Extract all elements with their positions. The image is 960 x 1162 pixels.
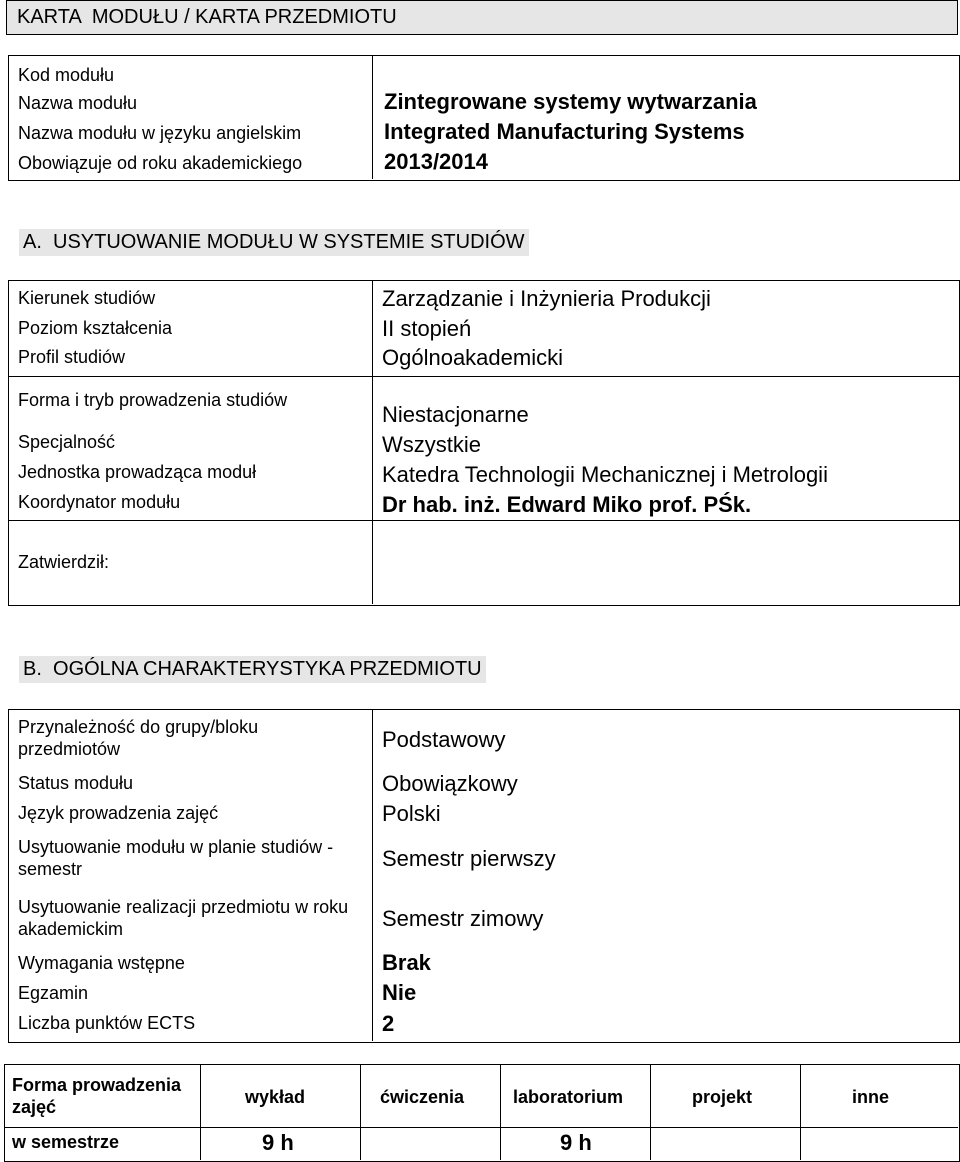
approved-divider bbox=[372, 521, 373, 604]
module-info-divider bbox=[372, 56, 373, 179]
profile-value: Ogólnoakademicki bbox=[382, 345, 563, 370]
field-of-study-label: Kierunek studiów bbox=[18, 288, 156, 308]
module-name-label: Nazwa modułu bbox=[18, 93, 138, 113]
level-value: II stopień bbox=[382, 316, 472, 341]
semester-value: Semestr pierwszy bbox=[382, 846, 556, 871]
title-box bbox=[6, 0, 958, 35]
valid-from-value: 2013/2014 bbox=[384, 149, 488, 174]
language-value: Polski bbox=[382, 801, 441, 826]
section-a-group1-divider bbox=[372, 281, 373, 376]
approved-box bbox=[8, 520, 960, 606]
unit-label: Jednostka prowadząca moduł bbox=[18, 462, 257, 482]
field-of-study-value: Zarządzanie i Inżynieria Produkcji bbox=[382, 286, 711, 311]
prerequisites-value: Brak bbox=[382, 950, 431, 975]
valid-from-label: Obowiązuje od roku akademickiego bbox=[18, 153, 303, 173]
forms-col-other: inne bbox=[852, 1087, 890, 1107]
academic-year-label: Usytuowanie realizacji przedmiotu w roku akademickim bbox=[18, 897, 349, 939]
unit-value: Katedra Technologii Mechanicznej i Metrologii bbox=[382, 462, 828, 487]
forms-col-divider-1 bbox=[200, 1065, 201, 1160]
forms-col-divider-4 bbox=[650, 1065, 651, 1160]
forms-col-lecture: wykład bbox=[245, 1087, 306, 1107]
module-name-en-value: Integrated Manufacturing Systems bbox=[384, 119, 745, 144]
forms-col-divider-5 bbox=[800, 1065, 801, 1160]
forms-header-label: Forma prowadzenia zajęć bbox=[12, 1075, 182, 1117]
forms-col-project: projekt bbox=[692, 1087, 753, 1107]
forms-value-laboratory: 9 h bbox=[560, 1130, 592, 1155]
forms-table-row-divider bbox=[5, 1127, 958, 1128]
forms-row-label: w semestrze bbox=[12, 1132, 120, 1152]
status-value: Obowiązkowy bbox=[382, 771, 518, 796]
approved-label: Zatwierdził: bbox=[18, 552, 110, 572]
ects-label: Liczba punktów ECTS bbox=[18, 1013, 196, 1033]
prerequisites-label: Wymagania wstępne bbox=[18, 953, 185, 973]
module-name-value: Zintegrowane systemy wytwarzania bbox=[384, 89, 757, 114]
group-label: Przynależność do grupy/bloku przedmiotów bbox=[18, 717, 259, 759]
profile-label: Profil studiów bbox=[18, 347, 126, 367]
module-code-label: Kod modułu bbox=[18, 65, 115, 85]
forms-col-exercises: ćwiczenia bbox=[380, 1087, 465, 1107]
specialty-value: Wszystkie bbox=[382, 432, 481, 457]
section-a-heading: A. USYTUOWANIE MODUŁU W SYSTEMIE STUDIÓW bbox=[19, 229, 529, 256]
ects-value: 2 bbox=[382, 1011, 395, 1036]
coordinator-value: Dr hab. inż. Edward Miko prof. PŚk. bbox=[382, 492, 752, 517]
page-title: KARTA MODUŁU / KARTA PRZEDMIOTU bbox=[17, 6, 397, 28]
forms-col-laboratory: laboratorium bbox=[513, 1087, 624, 1107]
semester-label: Usytuowanie modułu w planie studiów - semestr bbox=[18, 837, 334, 879]
study-mode-label: Forma i tryb prowadzenia studiów bbox=[18, 390, 288, 410]
study-mode-value: Niestacjonarne bbox=[382, 402, 529, 427]
section-a-group2-divider bbox=[372, 377, 373, 520]
exam-label: Egzamin bbox=[18, 983, 89, 1003]
exam-value: Nie bbox=[382, 980, 417, 1005]
group-value: Podstawowy bbox=[382, 727, 506, 752]
module-name-en-label: Nazwa modułu w języku angielskim bbox=[18, 123, 302, 143]
coordinator-label: Koordynator modułu bbox=[18, 492, 181, 512]
section-b-heading: B. OGÓLNA CHARAKTERYSTYKA PRZEDMIOTU bbox=[19, 656, 486, 683]
status-label: Status modułu bbox=[18, 773, 134, 793]
specialty-label: Specjalność bbox=[18, 432, 116, 452]
forms-col-divider-2 bbox=[360, 1065, 361, 1160]
language-label: Język prowadzenia zajęć bbox=[18, 803, 219, 823]
academic-year-value: Semestr zimowy bbox=[382, 906, 544, 931]
forms-col-divider-3 bbox=[500, 1065, 501, 1160]
level-label: Poziom kształcenia bbox=[18, 318, 173, 338]
forms-value-lecture: 9 h bbox=[262, 1130, 294, 1155]
